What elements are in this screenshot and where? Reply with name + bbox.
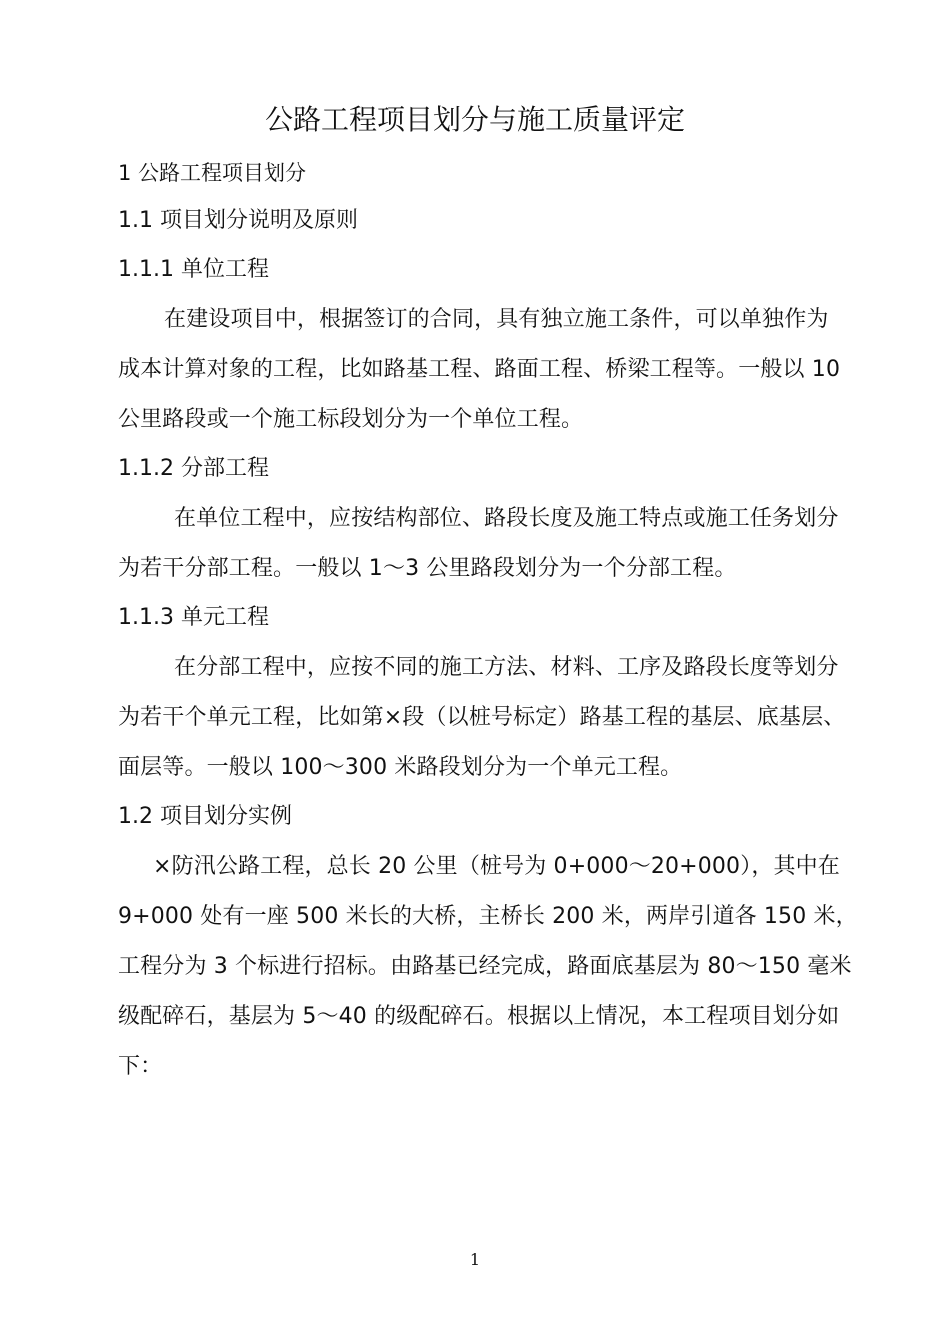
section-heading-1-2: 1.2 项目划分实例 xyxy=(118,804,292,829)
paragraph-line: 在单位工程中，应按结构部位、路段长度及施工特点或施工任务划分 xyxy=(174,506,839,531)
paragraph-line: 为若干分部工程。一般以 1～3 公里路段划分为一个分部工程。 xyxy=(118,556,737,581)
paragraph-line: 在分部工程中，应按不同的施工方法、材料、工序及路段长度等划分 xyxy=(174,655,839,680)
section-heading-1-1-1: 1.1.1 单位工程 xyxy=(118,257,269,282)
document-title: 公路工程项目划分与施工质量评定 xyxy=(264,103,685,136)
paragraph-line: 为若干个单元工程，比如第×段（以桩号标定）路基工程的基层、底基层、 xyxy=(118,705,846,730)
paragraph-line: ×防汛公路工程，总长 20 公里（桩号为 0+000～20+000），其中在 xyxy=(153,854,840,879)
paragraph-line: 工程分为 3 个标进行招标。由路基已经完成，路面底基层为 80～150 毫米 xyxy=(118,954,852,979)
paragraph-line: 在建设项目中，根据签订的合同，具有独立施工条件，可以单独作为 xyxy=(164,307,829,332)
paragraph-line: 级配碎石，基层为 5～40 的级配碎石。根据以上情况，本工程项目划分如 xyxy=(118,1004,840,1029)
paragraph-line: 成本计算对象的工程，比如路基工程、路面工程、桥梁工程等。一般以 10 xyxy=(118,357,841,382)
paragraph-line: 公里路段或一个施工标段划分为一个单位工程。 xyxy=(118,407,584,432)
section-heading-1-1-2: 1.1.2 分部工程 xyxy=(118,456,269,481)
paragraph-line: 面层等。一般以 100～300 米路段划分为一个单元工程。 xyxy=(118,755,683,780)
section-heading-1: 1 公路工程项目划分 xyxy=(118,161,307,185)
section-heading-1-1-3: 1.1.3 单元工程 xyxy=(118,605,269,630)
page-number: 1 xyxy=(469,1250,481,1269)
section-heading-1-1: 1.1 项目划分说明及原则 xyxy=(118,208,358,233)
paragraph-line: 下： xyxy=(118,1054,163,1079)
paragraph-line: 9+000 处有一座 500 米长的大桥，主桥长 200 米，两岸引道各 150 米， xyxy=(118,904,858,929)
